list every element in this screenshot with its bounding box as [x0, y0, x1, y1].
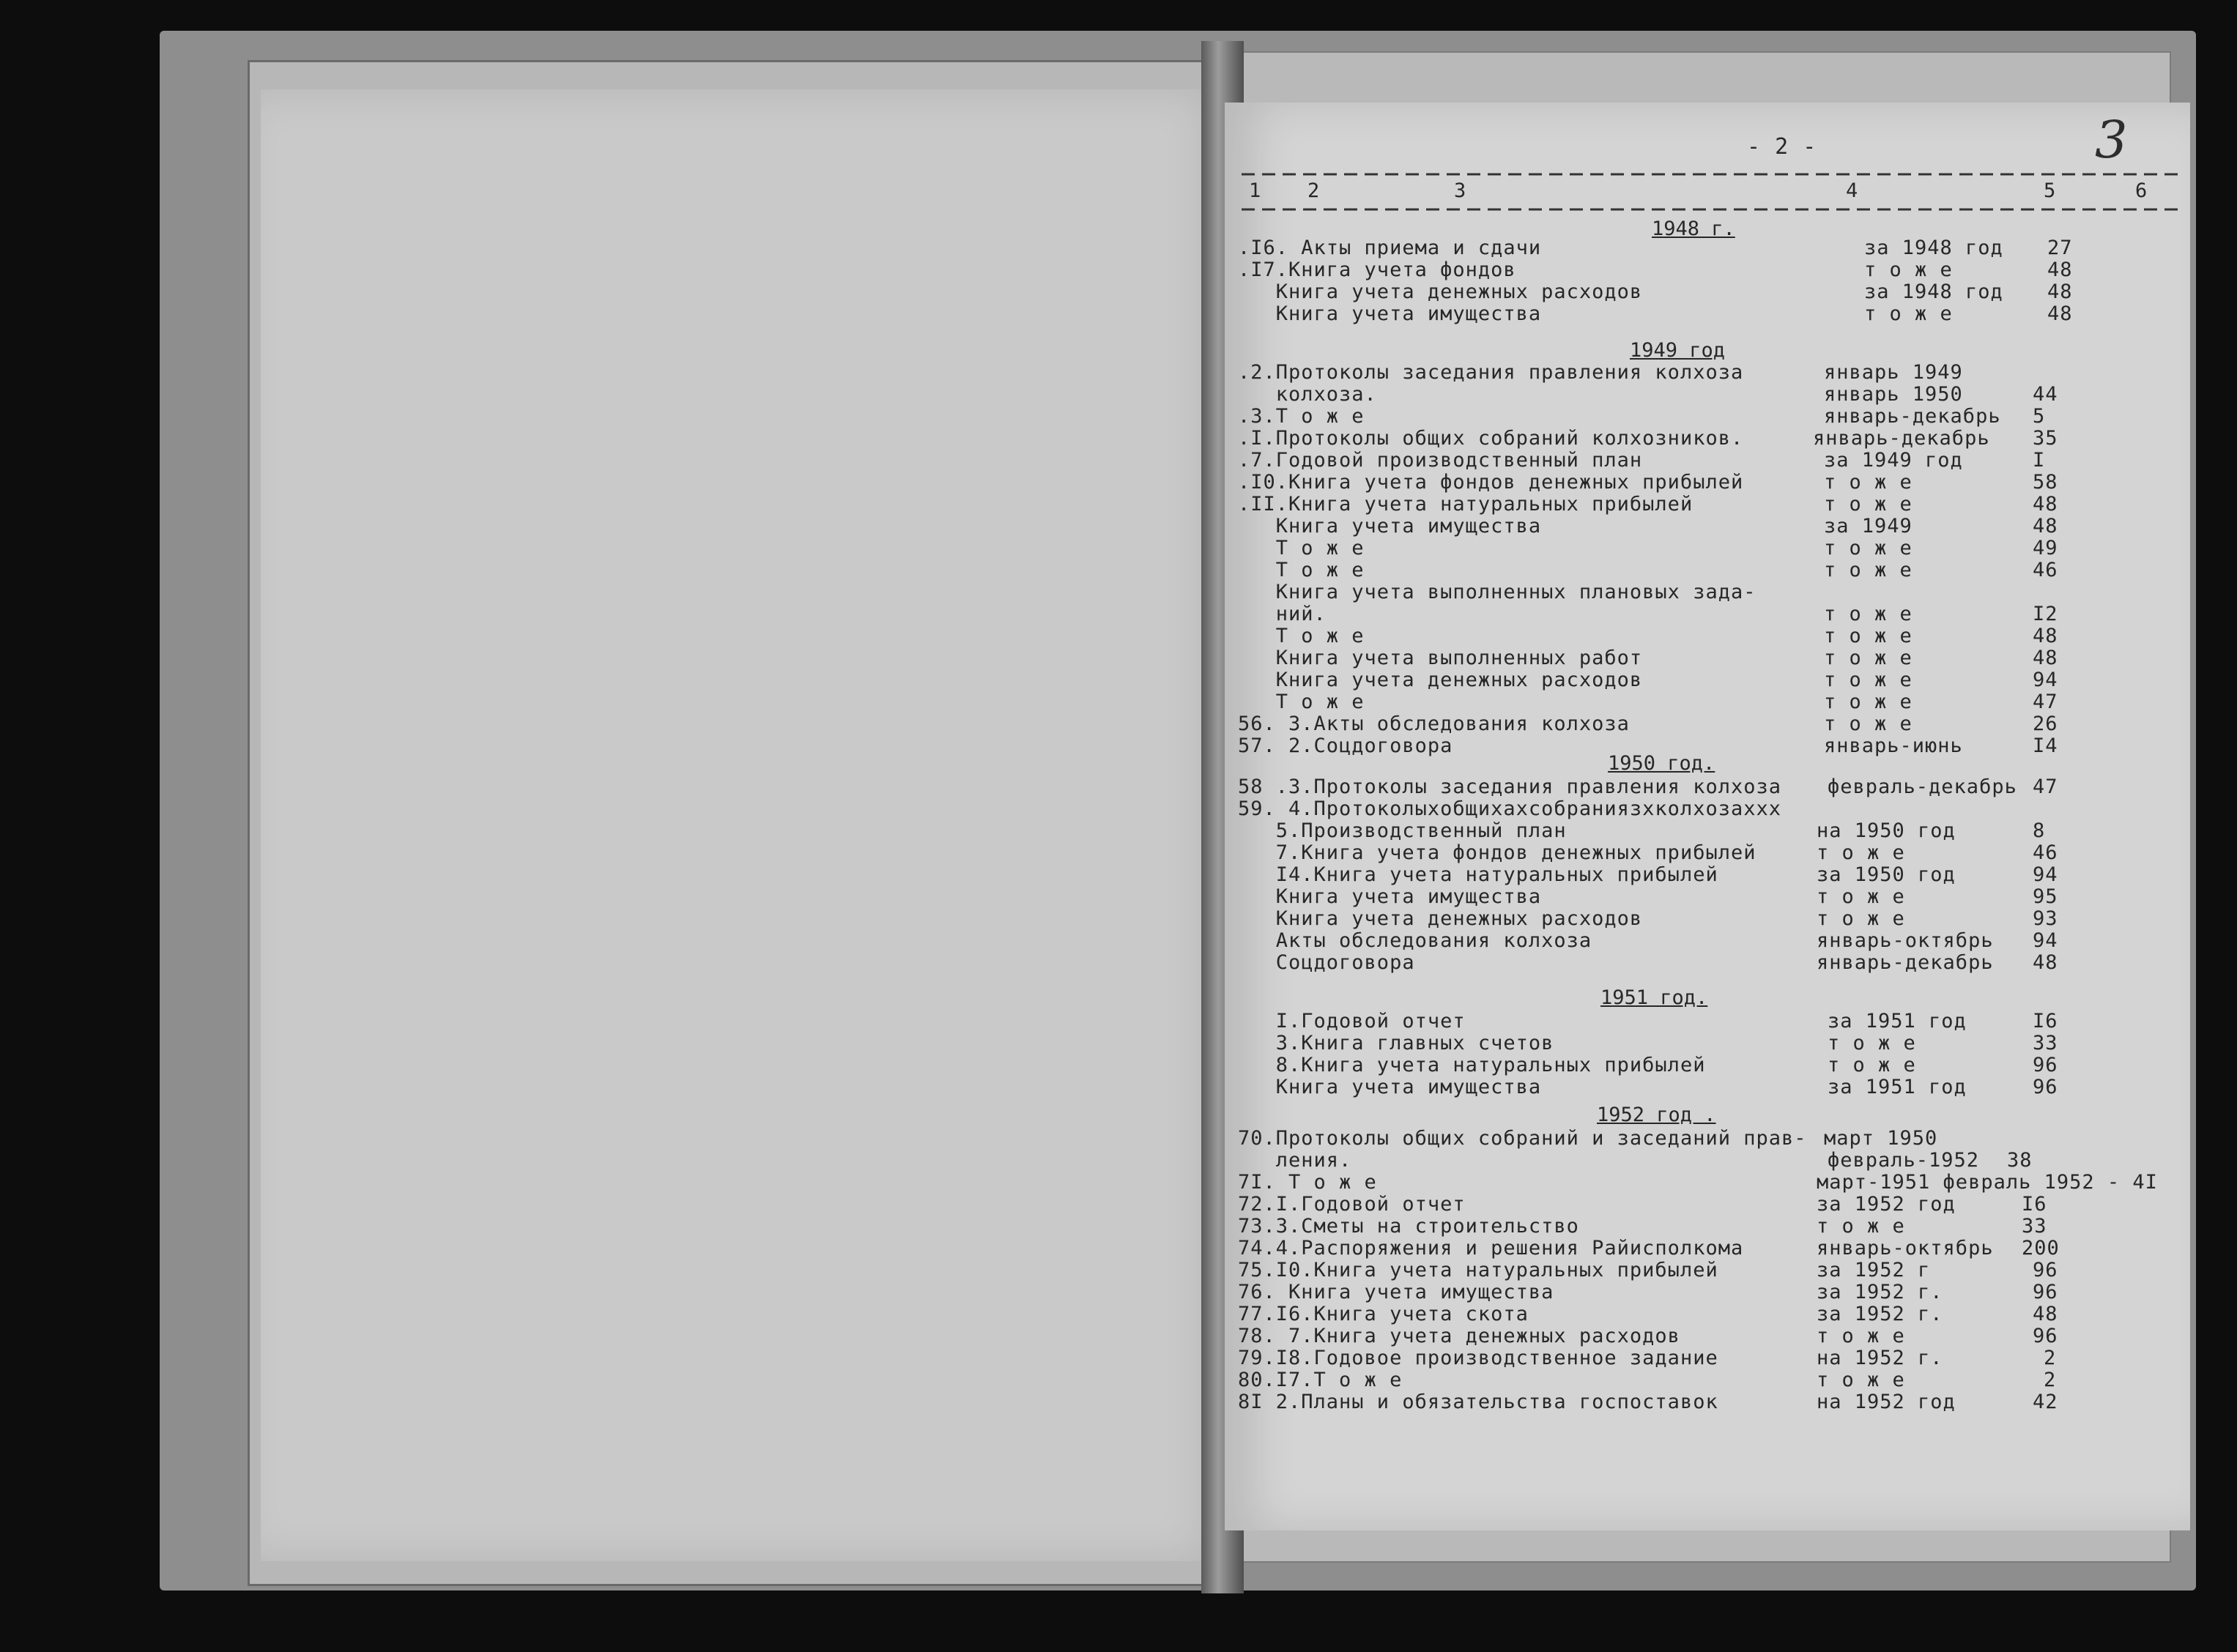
- entry-date: т о ж е: [1824, 537, 1913, 559]
- entry-title: Книга учета денежных расходов: [1238, 280, 1643, 303]
- entry-count: 5: [2033, 405, 2046, 428]
- entry-date: т о ж е: [1824, 603, 1913, 625]
- entry-title: .I7.Книга учета фондов: [1238, 258, 1516, 281]
- entry-title: .I0.Книга учета фондов денежных прибылей: [1238, 471, 1744, 494]
- entry-title: .I6. Акты приема и сдачи: [1238, 237, 1542, 259]
- entry-title: 59. 4.Протоколыхобщихахсобраниязхколхозаххх: [1238, 797, 1781, 820]
- entry-count: 38: [2007, 1149, 2033, 1172]
- page-number: - 2 -: [1747, 134, 1817, 160]
- entry-count: 49: [2033, 537, 2058, 559]
- entry-count: 96: [2033, 1076, 2058, 1098]
- entry-title: Книга учета денежных расходов: [1238, 669, 1643, 691]
- entry-title: Книга учета имущества: [1238, 885, 1542, 908]
- entry-title: I4.Книга учета натуральных прибылей: [1238, 863, 1718, 886]
- entry-date: январь 1949: [1824, 361, 1963, 384]
- entry-count: 96: [2033, 1054, 2058, 1076]
- column-2-header: 2: [1307, 179, 1321, 202]
- entry-title: 8I 2.Планы и обязательства госпоставок: [1238, 1391, 1718, 1413]
- column-3-header: 3: [1454, 179, 1467, 202]
- entry-count: 2: [2044, 1347, 2057, 1369]
- column-6-header: 6: [2135, 179, 2148, 202]
- entry-count: 48: [2033, 515, 2058, 537]
- entry-date: на 1952 г.: [1817, 1347, 1943, 1369]
- entry-date: т о ж е: [1824, 712, 1913, 735]
- entry-count: 2: [2044, 1369, 2057, 1391]
- entry-date: за 1950 год: [1817, 863, 1956, 886]
- entry-title: Книга учета имущества: [1238, 302, 1542, 325]
- entry-date: т о ж е: [1824, 625, 1913, 647]
- entry-count: 94: [2033, 929, 2058, 952]
- entry-date: за 1951 год: [1828, 1010, 1967, 1032]
- entry-title: 75.I0.Книга учета натуральных прибылей: [1238, 1259, 1718, 1281]
- entry-title: 73.3.Сметы на строительство: [1238, 1215, 1579, 1238]
- entry-title: Книга учета денежных расходов: [1238, 907, 1643, 930]
- entry-date: за 1952 год: [1817, 1193, 1956, 1216]
- entry-date: январь-октябрь: [1817, 1237, 1994, 1260]
- entry-date: за 1949: [1824, 515, 1913, 537]
- entry-title: 70.Протоколы общих собраний и заседаний прав-: [1238, 1127, 1807, 1150]
- entry-count: 48: [2047, 258, 2073, 281]
- entry-count: 35: [2033, 427, 2058, 450]
- year-heading-1949: 1949 год: [1630, 339, 1726, 362]
- entry-count: 48: [2033, 493, 2058, 516]
- entry-date: т о ж е: [1828, 1054, 1916, 1076]
- entry-count: 26: [2033, 712, 2058, 735]
- entry-title: 57. 2.Соцдоговора: [1238, 734, 1453, 757]
- entry-title: 8.Книга учета натуральных прибылей: [1238, 1054, 1706, 1076]
- entry-title: 56. 3.Акты обследования колхоза: [1238, 712, 1630, 735]
- entry-title: 3.Книга главных счетов: [1238, 1032, 1554, 1054]
- entry-count: 47: [2033, 775, 2058, 798]
- entry-date: за 1952 г.: [1817, 1303, 1943, 1325]
- entry-count: 94: [2033, 863, 2058, 886]
- entry-date: т о ж е: [1817, 885, 1905, 908]
- entry-date: за 1951 год: [1828, 1076, 1967, 1098]
- column-5-header: 5: [2044, 179, 2057, 202]
- entry-date: т о ж е: [1817, 907, 1905, 930]
- year-heading-1948: 1948 г.: [1652, 217, 1735, 240]
- entry-title: Т о ж е: [1238, 537, 1365, 559]
- entry-date: т о ж е: [1824, 669, 1913, 691]
- year-heading-1952: 1952 год .: [1597, 1104, 1716, 1126]
- entry-date: т о ж е: [1817, 1369, 1905, 1391]
- entry-title: 76. Книга учета имущества: [1238, 1281, 1554, 1303]
- entry-date: т о ж е: [1824, 691, 1913, 713]
- entry-title: Т о ж е: [1238, 691, 1365, 713]
- entry-date: март 1950: [1824, 1127, 1938, 1150]
- entry-title: 7I. Т о ж е: [1238, 1171, 1377, 1194]
- entry-title: Акты обследования колхоза: [1238, 929, 1592, 952]
- entry-title: ления.: [1238, 1149, 1352, 1172]
- entry-count: 33: [2033, 1032, 2058, 1054]
- entry-date: т о ж е: [1828, 1032, 1916, 1054]
- entry-title: .3.Т о ж е: [1238, 405, 1365, 428]
- entry-title: 78. 7.Книга учета денежных расходов: [1238, 1325, 1680, 1347]
- entry-date: январь-декабрь: [1813, 427, 1990, 450]
- entry-count: 96: [2033, 1259, 2058, 1281]
- entry-count: 58: [2033, 471, 2058, 494]
- entry-title: Книга учета имущества: [1238, 1076, 1542, 1098]
- entry-count: 94: [2033, 669, 2058, 691]
- entry-date: февраль-1952: [1828, 1149, 1980, 1172]
- entry-count: 96: [2033, 1325, 2058, 1347]
- entry-date: т о ж е: [1817, 1325, 1905, 1347]
- entry-date: т о ж е: [1824, 493, 1913, 516]
- year-heading-1951: 1951 год.: [1600, 986, 1708, 1009]
- entry-date: за 1949 год: [1824, 449, 1963, 472]
- entry-date: январь-октябрь: [1817, 929, 1994, 952]
- entry-title: колхоза.: [1238, 383, 1377, 406]
- entry-date: февраль-декабрь: [1828, 775, 2017, 798]
- entry-count: 46: [2033, 559, 2058, 581]
- entry-count: 48: [2033, 625, 2058, 647]
- year-heading-1950: 1950 год.: [1608, 752, 1715, 775]
- entry-title: Книга учета имущества: [1238, 515, 1542, 537]
- entry-title: 74.4.Распоряжения и решения Райисполкома: [1238, 1237, 1744, 1260]
- entry-title: .2.Протоколы заседания правления колхоза: [1238, 361, 1744, 384]
- entry-date: на 1950 год: [1817, 819, 1956, 842]
- entry-title: Книга учета выполненных плановых зада-: [1238, 581, 1756, 603]
- entry-date: т о ж е: [1824, 559, 1913, 581]
- entry-count: 8: [2033, 819, 2046, 842]
- entry-title: 80.I7.Т о ж е: [1238, 1369, 1403, 1391]
- entry-title: .7.Годовой производственный план: [1238, 449, 1643, 472]
- entry-title: Т о ж е: [1238, 625, 1365, 647]
- entry-count: 33: [2022, 1215, 2047, 1238]
- entry-count: I: [2033, 449, 2046, 472]
- entry-date: т о ж е: [1817, 1215, 1905, 1238]
- entry-date: январь 1950: [1824, 383, 1963, 406]
- entry-date: январь-декабрь: [1817, 951, 1994, 974]
- entry-date: за 1948 год: [1864, 280, 2003, 303]
- entry-title: .II.Книга учета натуральных прибылей: [1238, 493, 1693, 516]
- entry-count: 47: [2033, 691, 2058, 713]
- entry-count: 93: [2033, 907, 2058, 930]
- entry-count: I4: [2033, 734, 2058, 757]
- entry-count: 48: [2047, 302, 2073, 325]
- entry-count: 48: [2047, 280, 2073, 303]
- entry-title: I.Годовой отчет: [1238, 1010, 1466, 1032]
- column-1-header: 1: [1249, 179, 1262, 202]
- folio-mark: 3: [2095, 110, 2128, 170]
- entry-count: 48: [2033, 647, 2058, 669]
- entry-title: Т о ж е: [1238, 559, 1365, 581]
- entry-count: 200: [2022, 1237, 2060, 1260]
- entry-title: .I.Протоколы общих собраний колхозников.: [1238, 427, 1744, 450]
- entry-date: т о ж е: [1817, 841, 1905, 864]
- entry-count: 48: [2033, 1303, 2058, 1325]
- entry-title: ний.: [1238, 603, 1327, 625]
- entry-title: 72.I.Годовой отчет: [1238, 1193, 1466, 1216]
- entry-date: январь-декабрь: [1824, 405, 2001, 428]
- entry-count: 27: [2047, 237, 2073, 259]
- entry-count: I6: [2033, 1010, 2058, 1032]
- entry-date: за 1948 год: [1864, 237, 2003, 259]
- entry-date: т о ж е: [1824, 471, 1913, 494]
- entry-title: Книга учета выполненных работ: [1238, 647, 1643, 669]
- entry-title: 7.Книга учета фондов денежных прибылей: [1238, 841, 1756, 864]
- entry-date: за 1952 г.: [1817, 1281, 1943, 1303]
- entry-count: 42: [2033, 1391, 2058, 1413]
- entry-date: за 1952 г: [1817, 1259, 1931, 1281]
- entry-count: 44: [2033, 383, 2058, 406]
- entry-title: 5.Производственный план: [1238, 819, 1567, 842]
- entry-count: 48: [2033, 951, 2058, 974]
- entry-count: 46: [2033, 841, 2058, 864]
- entry-date: на 1952 год: [1817, 1391, 1956, 1413]
- entry-count: I6: [2022, 1193, 2047, 1216]
- entry-date: март-1951 февраль 1952 - 4I: [1817, 1171, 2158, 1194]
- entry-title: Соцдоговора: [1238, 951, 1415, 974]
- entry-count: 95: [2033, 885, 2058, 908]
- entry-date: январь-июнь: [1824, 734, 1963, 757]
- entry-date: т о ж е: [1864, 302, 1953, 325]
- entry-date: т о ж е: [1864, 258, 1953, 281]
- entry-count: 96: [2033, 1281, 2058, 1303]
- column-4-header: 4: [1846, 179, 1859, 202]
- entry-count: I2: [2033, 603, 2058, 625]
- entry-title: 58 .3.Протоколы заседания правления колхоза: [1238, 775, 1781, 798]
- entry-title: 77.I6.Книга учета скота: [1238, 1303, 1529, 1325]
- entry-title: 79.I8.Годовое производственное задание: [1238, 1347, 1718, 1369]
- entry-date: т о ж е: [1824, 647, 1913, 669]
